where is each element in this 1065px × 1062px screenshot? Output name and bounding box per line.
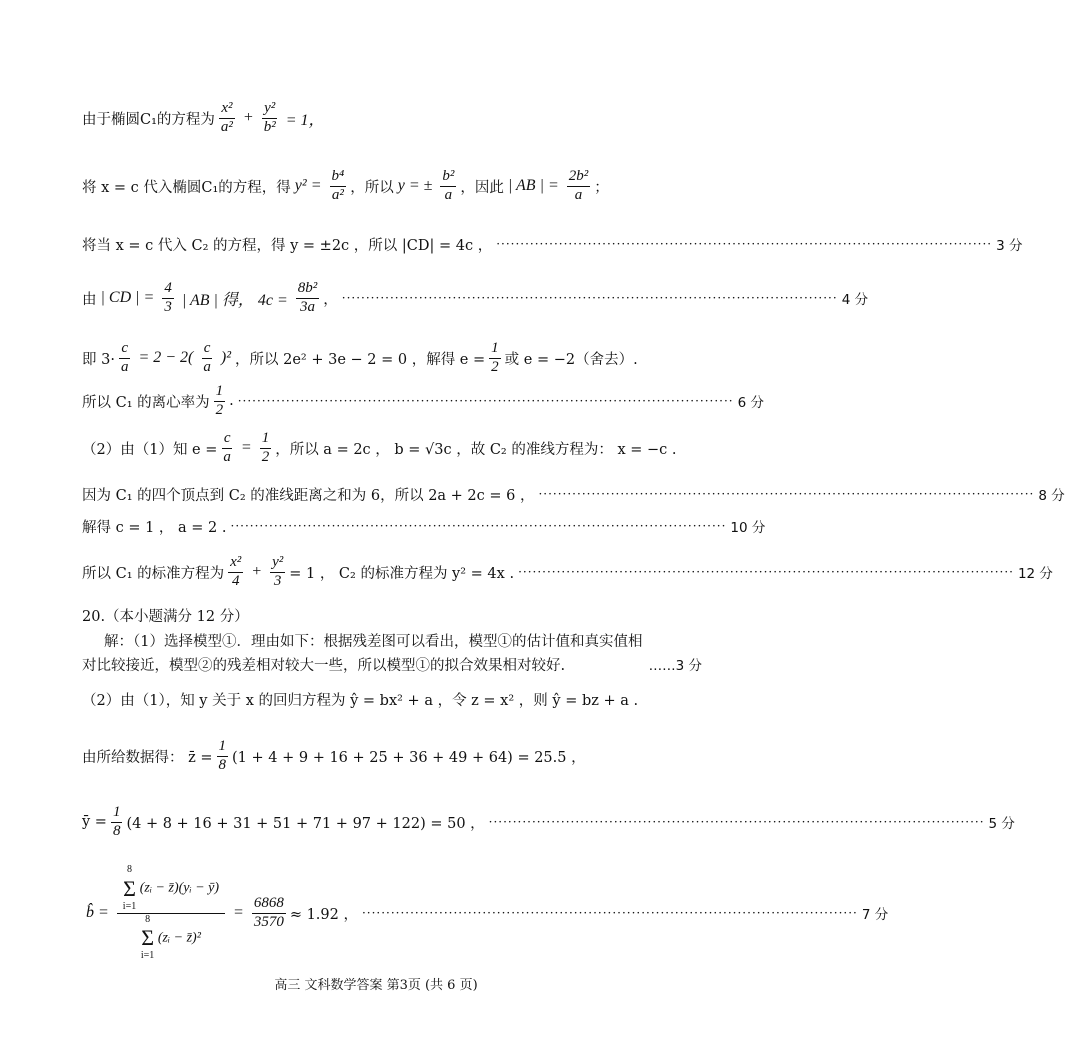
part2-line: （2）由（1）知 e = $\frac{c}{a}$ = $\frac{1}{2}$ ，所以 a = 2c ， b = √3c ，故 C₂ 的准线方程为： x = −c . (82, 430, 677, 465)
page-footer: 高三 文科数学答案 第3页 (共 6 页) (274, 978, 478, 993)
dotted-leader: ······································································································· (538, 487, 1035, 501)
question-20-heading: 20.（本小题满分 12 分） (82, 608, 249, 625)
y-mean-line: ȳ = $\frac{1}{8}$ (4 + 8 + 16 + 31 + 51 + 71 + 97 + 122) = 50 ， ······································································································· 5 分 (82, 804, 1015, 839)
cd-line (82, 232, 1023, 256)
dotted-leader: ······································································································· (230, 519, 727, 533)
answer-part1-cont: 对比较接近，模型②的残差相对较大一些，所以模型①的拟合效果相对较好. ……3 分 (82, 653, 702, 675)
fraction: $\frac{\text{b⁴}}{\text{a²}}$ (331, 168, 345, 203)
dotted-leader: ······································································································· (361, 906, 858, 920)
eccentricity-result-line: 所以 C₁ 的离心率为 $\frac{1}{2}$ . ······································································································· 6 分 (82, 383, 765, 418)
dotted-leader: ······································································································· (341, 291, 838, 305)
ratio-line: 由 | CD | = $\frac{4}{3}$ | AB | 得， 4c = $\frac{\text{8b²}}{3a}$ ， ······································································································· 4 分 (82, 280, 869, 315)
z-mean-line: 由所给数据得： z̄ = $\frac{1}{8}$ (1 + 4 + 9 + 16 + 25 + 36 + 49 + 64) = 25.5 ， (82, 738, 586, 773)
score: 5 分 (988, 816, 1015, 832)
b-hat-line: b̂ = 8 Σ i=1 (zᵢ − z̄)(yᵢ − ȳ) 8 Σ i=1 (zᵢ − z̄)² = $\frac{6868}{3570}$ ≈ 1.92 ， ······································································································· 7 分 (86, 864, 889, 962)
fraction: $\frac{\text{y²}}{\text{b²}}$ (263, 100, 276, 135)
text: ，所以 (350, 179, 394, 196)
text: 将 x = c 代入椭圆C₁的方程，得 (82, 179, 291, 196)
score: 10 分 (730, 520, 766, 536)
score: ……3 分 (648, 658, 702, 674)
text: 将当 x = c 代入 C₂ 的方程，得 y = ±2c ，所以 |CD| = 4c ， (82, 237, 493, 254)
ellipse-equation-line: 由于椭圆C₁的方程为 $\frac{\text{x²}}{\text{a²}}$ + $\frac{\text{y²}}{\text{b²}}$ = 1， (82, 100, 325, 135)
vertex-distance-line: 因为 C₁ 的四个顶点到 C₂ 的准线距离之和为 6，所以 2a + 2c = 6 ， ······································································································· 8 分 (82, 482, 702, 506)
score: 3 分 (996, 238, 1023, 254)
dotted-leader: ······································································································· (518, 565, 1014, 579)
score: 6 分 (737, 395, 765, 411)
fraction: $\frac{\text{2b²}}{a}$ (568, 168, 589, 203)
dotted-leader: ······································································································· (488, 815, 985, 829)
dotted-leader: ······································································································· (496, 237, 993, 251)
dotted-leader: ······································································································· (237, 394, 734, 408)
regression-line: （2）由（1），知 y 关于 x 的回归方程为 ŷ = bx² + a ，令 z = x² ，则 ŷ = bz + a . (82, 692, 639, 709)
standard-equation-line: 所以 C₁ 的标准方程为 $\frac{\text{x²}}{4}$ + $\frac{\text{y²}}{3}$ = 1 ， C₂ 的标准方程为 y² = 4x . ······································································································· 12 分 (82, 554, 1053, 589)
fraction: $\frac{\text{b²}}{a}$ (442, 168, 455, 203)
score: 12 分 (1017, 566, 1053, 582)
eccentricity-solve-line: 即 3· $\frac{c}{a}$ = 2 − 2( $\frac{c}{a}$ )² ，所以 2e² + 3e − 2 = 0 ，解得 e = $\frac{1}{2}$ 或 e = −2（舍去）. (82, 340, 638, 375)
answer-part1-line: 解：（1）选择模型①．理由如下：根据残差图可以看出，模型①的估计值和真实值相 (104, 633, 643, 650)
fraction: $\frac{\text{x²}}{\text{a²}}$ (220, 100, 233, 135)
b-hat-fraction: 8 Σ i=1 (zᵢ − z̄)(yᵢ − ȳ) 8 Σ i=1 (zᵢ − z̄)² (117, 864, 225, 962)
score: 7 分 (861, 907, 889, 923)
text: 由于椭圆C₁的方程为 (82, 111, 215, 128)
score: 4 分 (841, 292, 869, 308)
solve-line: 解得 c = 1 ， a = 2 . ······································································································· 10 分 (82, 514, 702, 538)
score: 8 分 (1038, 488, 1065, 504)
text: ，因此 (460, 179, 504, 196)
substitute-line: 将 x = c 代入椭圆C₁的方程，得 y² = $\frac{\text{b⁴}}{\text{a²}}$ ，所以 y = ± $\frac{\text{b²}}{a}$ ，因此 | AB | = $\frac{\text{2b²}}{a}$ ； (82, 168, 609, 203)
